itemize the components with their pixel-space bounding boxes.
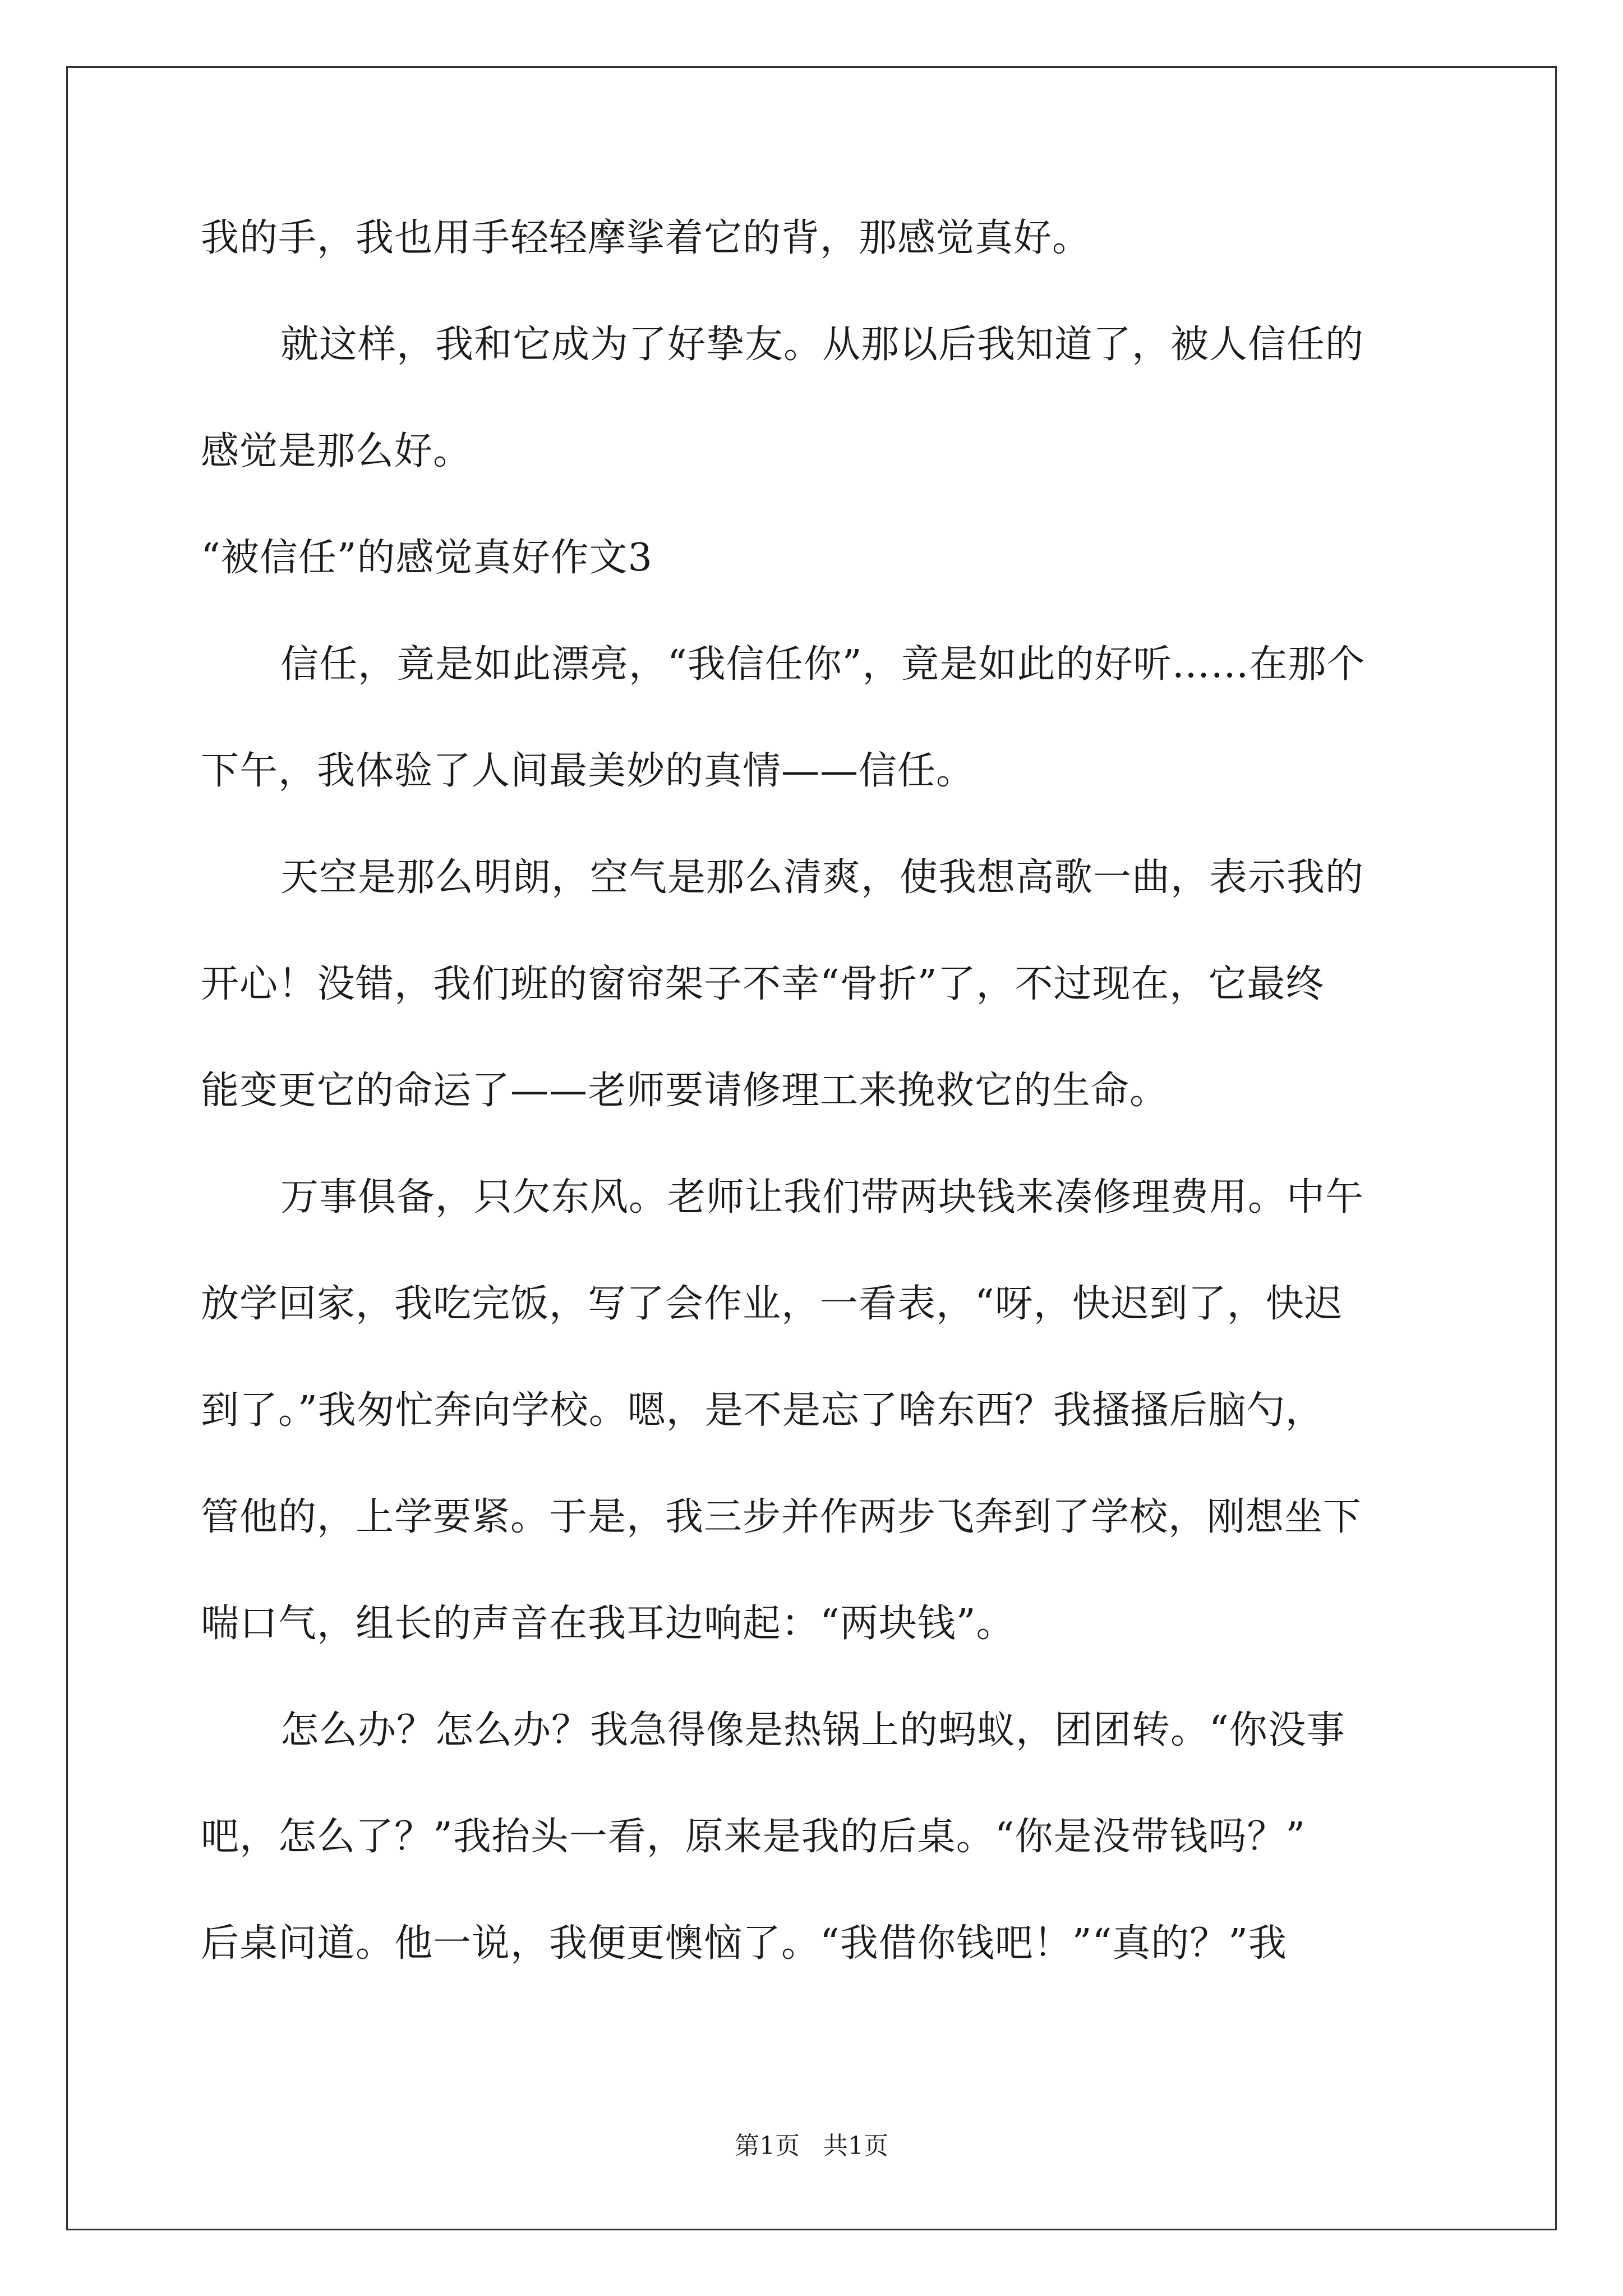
text-line: 就这样，我和它成为了好挚友。从那以后我知道了，被人信任的 <box>280 323 1364 367</box>
text-line: 开心！没错，我们班的窗帘架子不幸“骨折”了，不过现在，它最终 <box>201 962 1325 1006</box>
text-line: 感觉是那么好。 <box>201 429 472 473</box>
text-line: 管他的，上学要紧。于是，我三步并作两步飞奔到了学校，刚想坐下 <box>201 1495 1362 1539</box>
text-line: 喘口气，组长的声音在我耳边响起：“两块钱”。 <box>201 1602 1015 1646</box>
text-line: 能变更它的命运了——老师要请修理工来挽救它的生命。 <box>201 1069 1169 1113</box>
text-line: 放学回家，我吃完饭，写了会作业，一看表，“呀，快迟到了，快迟 <box>201 1282 1343 1326</box>
section-title: “被信任”的感觉真好作文3 <box>201 536 653 580</box>
text-line: 怎么办？怎么办？我急得像是热锅上的蚂蚁，团团转。“你没事 <box>280 1708 1345 1752</box>
document-body <box>201 185 1429 1997</box>
text-line: 万事俱备，只欠东风。老师让我们带两块钱来凑修理费用。中午 <box>280 1175 1364 1220</box>
page-footer: 第1页 共1页 <box>735 2132 888 2160</box>
text-line: 后桌问道。他一说，我便更懊恼了。“我借你钱吧！”“真的？”我 <box>201 1921 1288 1966</box>
text-line: 我的手，我也用手轻轻摩挲着它的背，那感觉真好。 <box>201 216 1091 260</box>
text-line: 到了。”我匆忙奔向学校。嗯，是不是忘了啥东西？我搔搔后脑勺， <box>201 1388 1324 1433</box>
text-line: 吧，怎么了？”我抬头一看，原来是我的后桌。“你是没带钱吗？” <box>201 1815 1306 1859</box>
text-line: 信任，竟是如此漂亮，“我信任你”，竟是如此的好听……在那个 <box>280 642 1366 687</box>
text-line: 天空是那么明朗，空气是那么清爽，使我想高歌一曲，表示我的 <box>280 855 1364 900</box>
text-line: 下午，我体验了人间最美妙的真情——信任。 <box>201 749 975 793</box>
